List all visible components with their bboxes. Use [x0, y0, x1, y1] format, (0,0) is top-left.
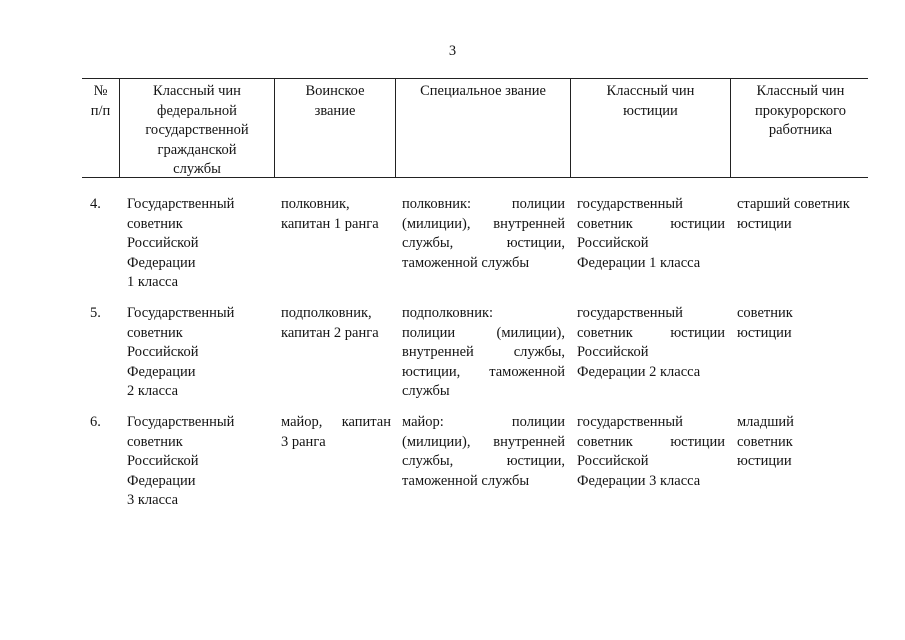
header-prosecutor-line: Классный чин	[756, 83, 845, 99]
cell-line: Федерации	[127, 363, 196, 380]
word: (милиции),	[402, 215, 471, 232]
header-military-line: Воинское	[305, 83, 365, 99]
military-rank-cell	[281, 195, 393, 234]
row-number: 5.	[90, 305, 101, 321]
cell-line	[402, 343, 565, 363]
cell-line: Государственный	[127, 196, 235, 212]
cell-line	[402, 433, 565, 453]
cell-line: капитан 2 ранга	[281, 324, 379, 341]
cell-line	[402, 413, 565, 433]
word: майор,	[281, 414, 323, 430]
header-military-line: звание	[314, 102, 356, 119]
cell-line: Российской	[577, 235, 649, 251]
cell-line: Российской	[577, 344, 649, 360]
header-civil-line: службы	[173, 161, 221, 177]
civil-rank-cell	[127, 413, 272, 511]
civil-rank-cell	[127, 304, 272, 402]
cell-line	[577, 215, 725, 235]
header-prosecutor-line: работника	[768, 122, 833, 138]
cell-line: государственный	[577, 414, 683, 430]
cell-line: советник	[127, 433, 183, 450]
prosecutor-rank-cell	[737, 195, 865, 234]
cell-line	[577, 433, 725, 453]
word: полковник:	[402, 196, 472, 212]
word: советник	[577, 433, 633, 450]
word: полиции	[511, 414, 565, 430]
cell-line: государственный	[577, 196, 683, 212]
word: полиции	[402, 324, 456, 341]
header-num-line: п/п	[90, 102, 111, 119]
header-justice-rank	[573, 82, 728, 121]
cell-line: подполковник,	[281, 305, 372, 321]
cell-line: Государственный	[127, 305, 235, 321]
cell-line: Федерации	[127, 472, 196, 489]
cell-line: советник	[127, 324, 183, 341]
word: старший	[737, 196, 791, 212]
word: юстиции	[670, 215, 725, 232]
column-divider	[395, 78, 396, 178]
word: юстиции	[670, 324, 725, 341]
cell-line	[402, 234, 565, 254]
word: внутренней	[402, 344, 474, 360]
word: (милиции),	[496, 324, 565, 341]
cell-line: службы	[402, 383, 450, 399]
header-special-rank	[398, 82, 568, 102]
header-num	[84, 82, 117, 121]
cell-line: Российской	[127, 344, 199, 360]
column-divider	[570, 78, 571, 178]
special-rank-cell	[402, 195, 565, 273]
cell-line	[402, 363, 565, 383]
table-header-top-rule	[82, 78, 868, 79]
cell-line: 3 класса	[127, 492, 179, 508]
column-divider	[274, 78, 275, 178]
header-num-line: №	[93, 83, 108, 99]
cell-line	[577, 324, 725, 344]
cell-line: младший	[737, 414, 794, 430]
word: службы,	[402, 235, 454, 251]
cell-line: Российской	[127, 235, 199, 251]
justice-rank-cell	[577, 195, 725, 273]
cell-line: советник	[737, 433, 793, 450]
column-divider	[119, 78, 120, 178]
header-civil-line: гражданской	[157, 141, 237, 158]
header-prosecutor-line: прокурорского	[755, 102, 846, 119]
cell-line: юстиции	[737, 453, 792, 469]
cell-line: капитан 1 ранга	[281, 215, 379, 232]
cell-line: Федерации	[127, 254, 196, 271]
cell-line	[402, 452, 565, 472]
cell-line: полковник,	[281, 196, 350, 212]
word: службы,	[402, 453, 454, 469]
word: советник	[793, 196, 850, 212]
justice-rank-cell	[577, 304, 725, 382]
row-number: 6.	[90, 414, 101, 430]
word: службы,	[513, 344, 565, 360]
cell-line	[402, 324, 565, 344]
cell-line: Федерации 3 класса	[577, 472, 701, 489]
page-number: 3	[448, 43, 457, 59]
header-civil-line: государственной	[145, 122, 249, 138]
word: таможенной	[489, 363, 565, 380]
cell-line: советник	[737, 305, 793, 321]
cell-line: Российской	[577, 453, 649, 469]
word: внутренней	[493, 215, 565, 232]
header-military-rank	[277, 82, 393, 121]
cell-line: государственный	[577, 305, 683, 321]
word: капитан	[341, 414, 391, 430]
word: полиции	[511, 196, 565, 212]
cell-line	[402, 195, 565, 215]
civil-rank-cell	[127, 195, 272, 293]
cell-line: 3 ранга	[281, 433, 326, 450]
header-justice-line: Классный чин	[606, 83, 695, 99]
cell-line: 1 класса	[127, 274, 179, 290]
header-civil-line: Классный чин	[153, 83, 241, 99]
cell-line	[281, 413, 391, 433]
cell-line: таможенной службы	[402, 472, 530, 489]
word: юстиции,	[506, 235, 565, 251]
header-special-line: Специальное звание	[420, 83, 546, 99]
cell-line	[402, 215, 565, 235]
prosecutor-rank-cell	[737, 413, 865, 472]
header-prosecutor-rank	[733, 82, 868, 141]
cell-line: таможенной службы	[402, 254, 530, 271]
word: (милиции),	[402, 433, 471, 450]
cell-line: Государственный	[127, 414, 235, 430]
word: юстиции,	[506, 453, 565, 469]
word: внутренней	[493, 433, 565, 450]
military-rank-cell	[281, 413, 391, 452]
cell-line: юстиции	[737, 324, 792, 341]
prosecutor-rank-cell	[737, 304, 865, 343]
word: советник	[577, 215, 633, 232]
military-rank-cell	[281, 304, 393, 343]
cell-line: юстиции	[737, 215, 792, 232]
cell-line: Российской	[127, 453, 199, 469]
column-divider	[730, 78, 731, 178]
cell-line: 2 класса	[127, 383, 179, 399]
header-civil-line: федеральной	[157, 102, 237, 119]
row-number: 4.	[90, 196, 101, 212]
word: юстиции,	[402, 363, 461, 380]
cell-line: Федерации 1 класса	[577, 254, 701, 271]
word: майор:	[402, 414, 444, 430]
cell-line: подполковник:	[402, 305, 494, 321]
cell-line	[737, 195, 865, 215]
word: советник	[577, 324, 633, 341]
cell-line: советник	[127, 215, 183, 232]
word: юстиции	[670, 433, 725, 450]
cell-line: Федерации 2 класса	[577, 363, 701, 380]
header-civil-rank	[122, 82, 272, 180]
special-rank-cell	[402, 413, 565, 491]
special-rank-cell	[402, 304, 565, 402]
justice-rank-cell	[577, 413, 725, 491]
header-justice-line: юстиции	[623, 102, 678, 119]
